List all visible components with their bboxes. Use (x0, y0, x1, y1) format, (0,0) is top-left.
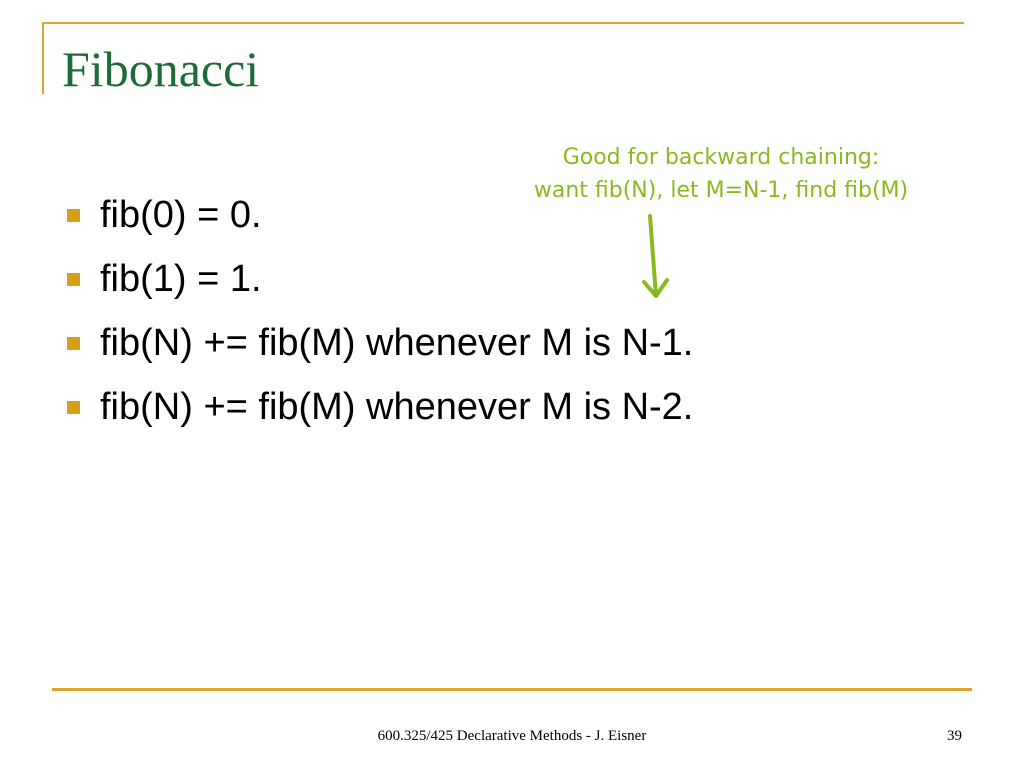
annotation-line-2: want fib(N), let M=N-1, find fib(M) (533, 178, 909, 203)
bullet-text: fib(N) += fib(M) whenever M is N-2. (100, 386, 694, 428)
bullet-text: fib(1) = 1. (100, 258, 262, 300)
footer-caption: 600.325/425 Declarative Methods - J. Eisner (377, 728, 647, 744)
page-number: 39 (947, 728, 962, 744)
annotation-line-1: Good for backward chaining: (562, 145, 880, 170)
bullet-text: fib(0) = 0. (100, 194, 262, 236)
slide-title: Fibonacci (62, 41, 260, 97)
bullet-text: fib(N) += fib(M) whenever M is N-1. (100, 322, 694, 364)
footer-rule (52, 688, 972, 691)
